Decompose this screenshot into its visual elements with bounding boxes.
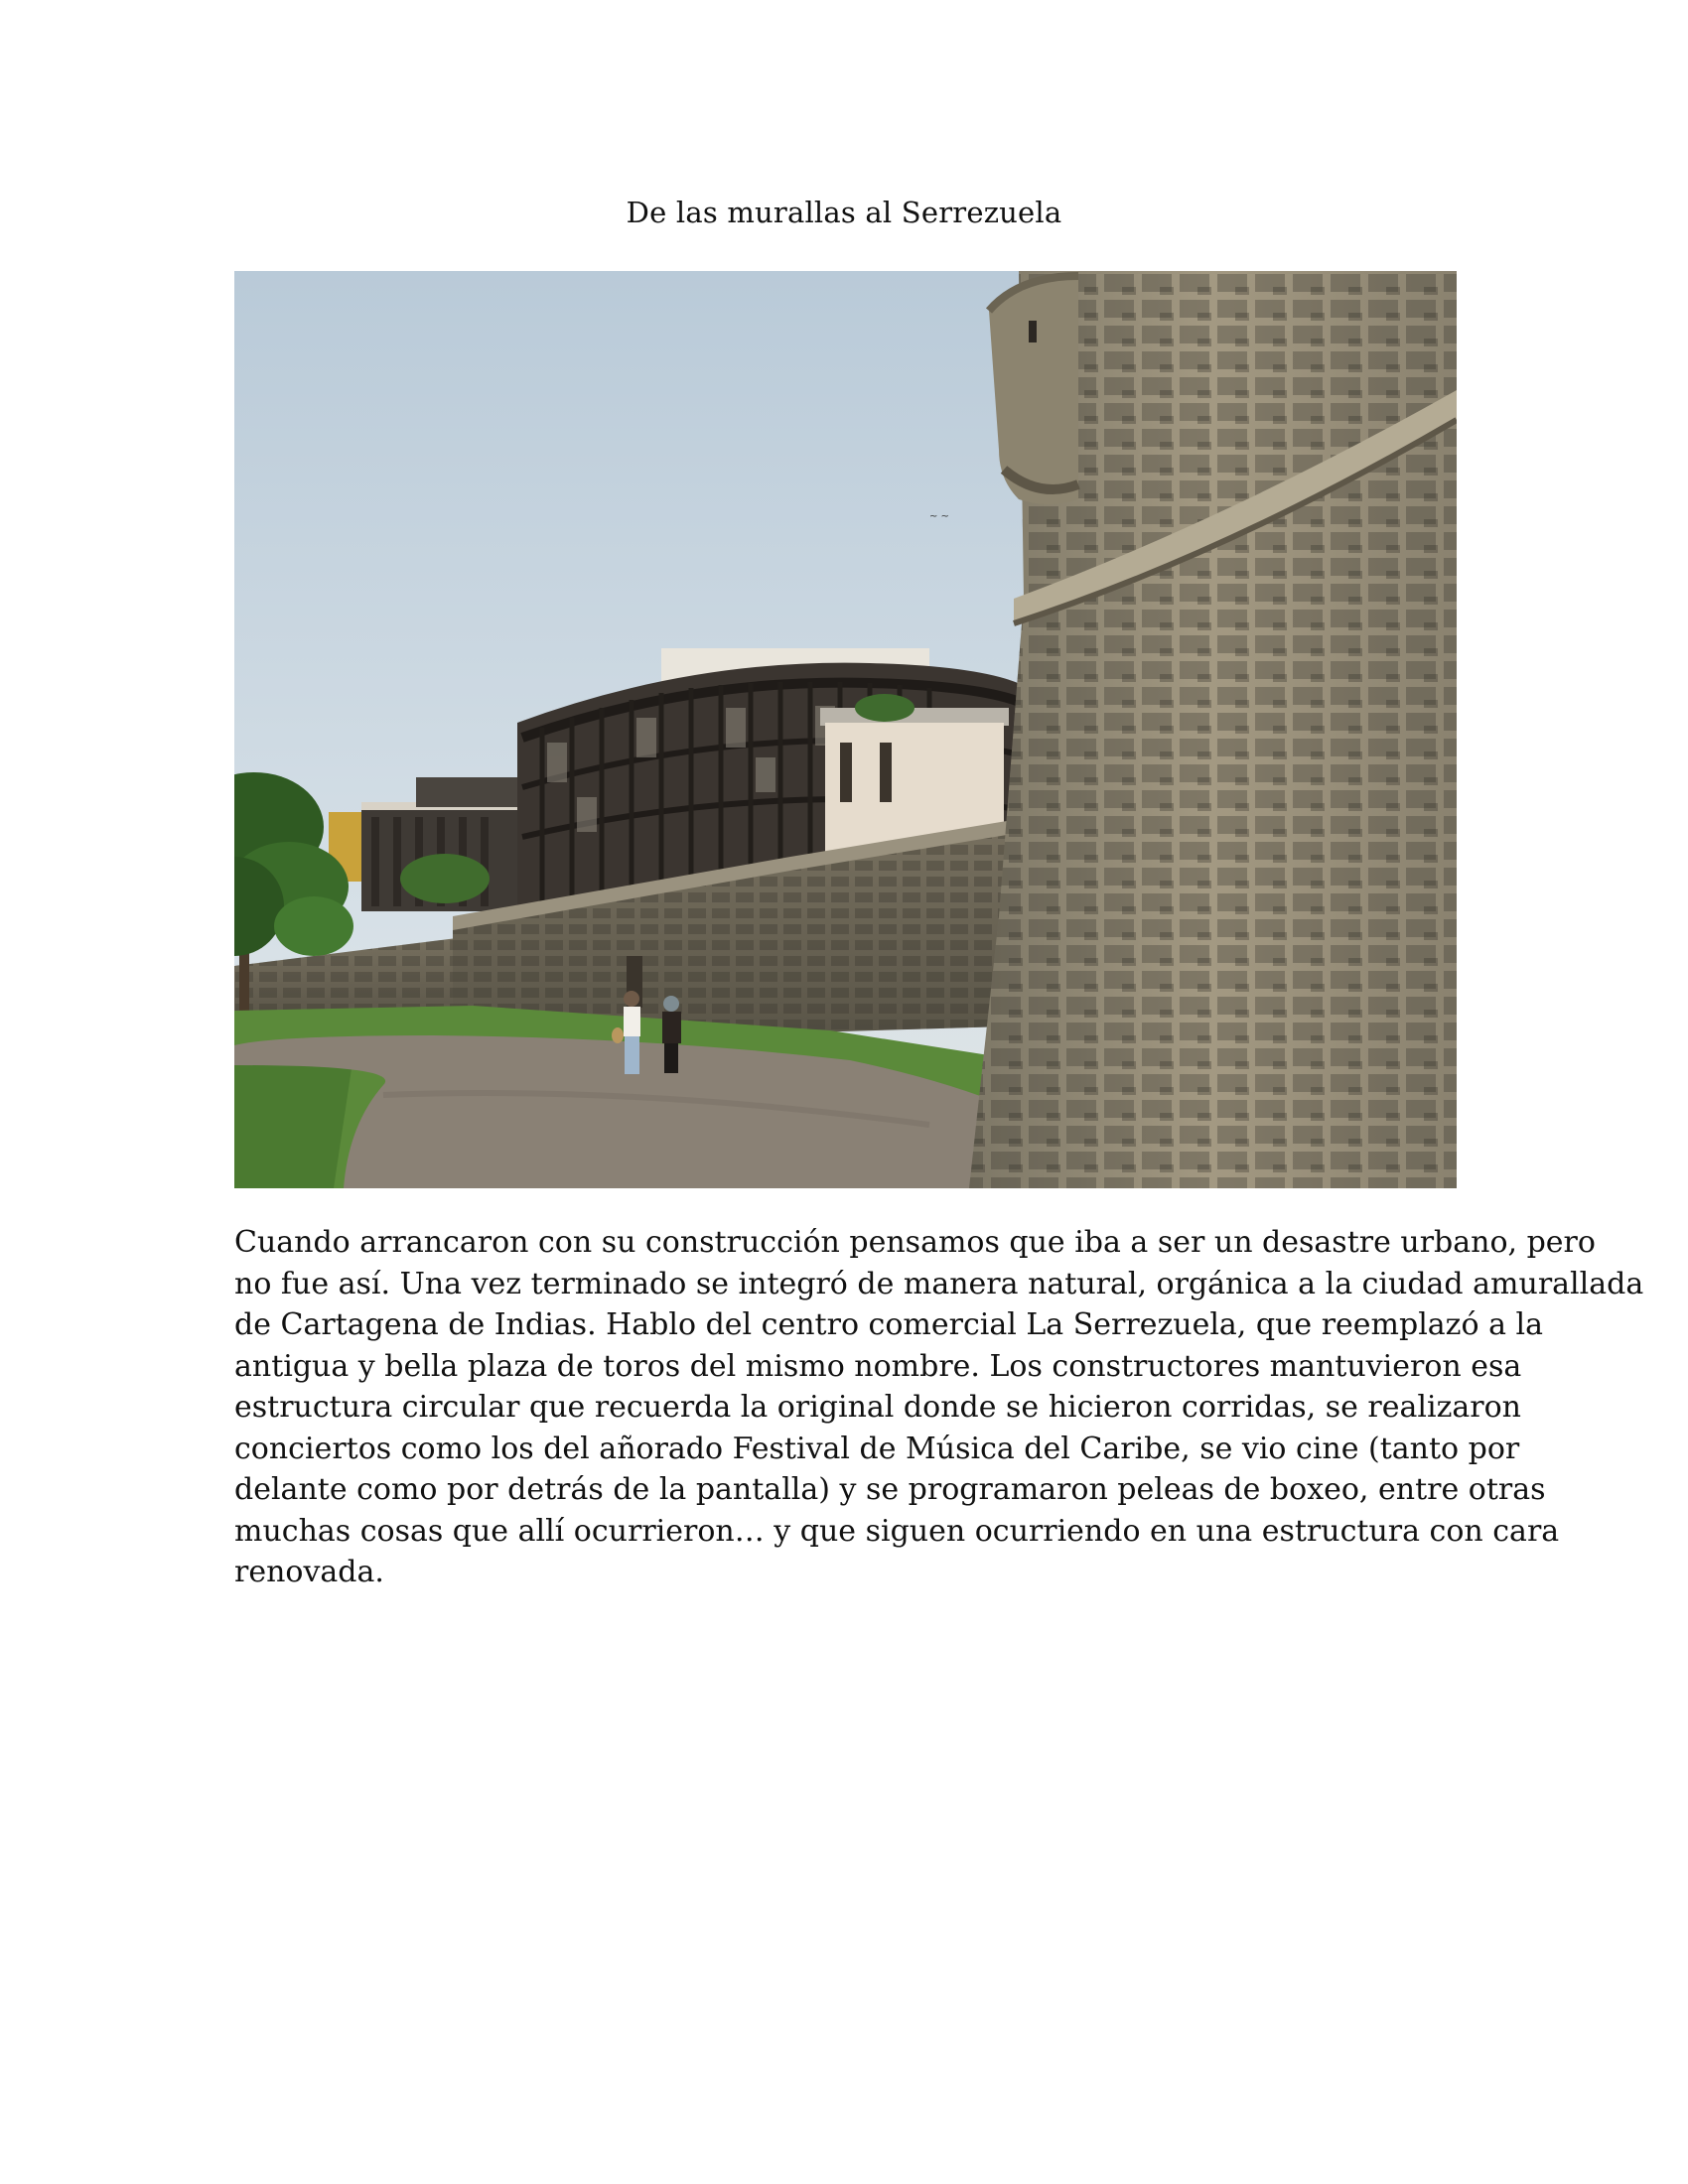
photo-city-walls-serrezuela <box>234 271 1457 1188</box>
body-line: estructura circular que recuerda la original donde se hicieron corridas, se realizaron <box>234 1390 1521 1425</box>
body-line: conciertos como los del añorado Festival de Música del Caribe, se vio cine (tanto por <box>234 1431 1520 1466</box>
body-line: muchas cosas que allí ocurrieron… y que siguen ocurriendo en una estructura con cara <box>234 1513 1560 1549</box>
page-title: De las murallas al Serrezuela <box>626 196 1062 229</box>
body-paragraph <box>234 1222 1644 1593</box>
body-line: delante como por detrás de la pantalla) y se programaron peleas de boxeo, entre otras <box>234 1472 1546 1507</box>
stone-bastion <box>969 271 1457 1188</box>
body-line: no fue así. Una vez terminado se integró de manera natural, orgánica a la ciudad amurallada <box>234 1266 1644 1301</box>
body-line: Cuando arrancaron con su construcción pensamos que iba a ser un desastre urbano, pero <box>234 1225 1596 1260</box>
svg-text:~ ~: ~ ~ <box>929 511 949 522</box>
body-line: antigua y bella plaza de toros del mismo nombre. Los constructores mantuvieron esa <box>234 1348 1522 1384</box>
small-tree <box>400 854 490 903</box>
body-line: de Cartagena de Indias. Hablo del centro comercial La Serrezuela, que reemplazó a la <box>234 1307 1543 1342</box>
photo-illustration <box>234 271 1457 1188</box>
body-line: renovada. <box>234 1555 384 1589</box>
